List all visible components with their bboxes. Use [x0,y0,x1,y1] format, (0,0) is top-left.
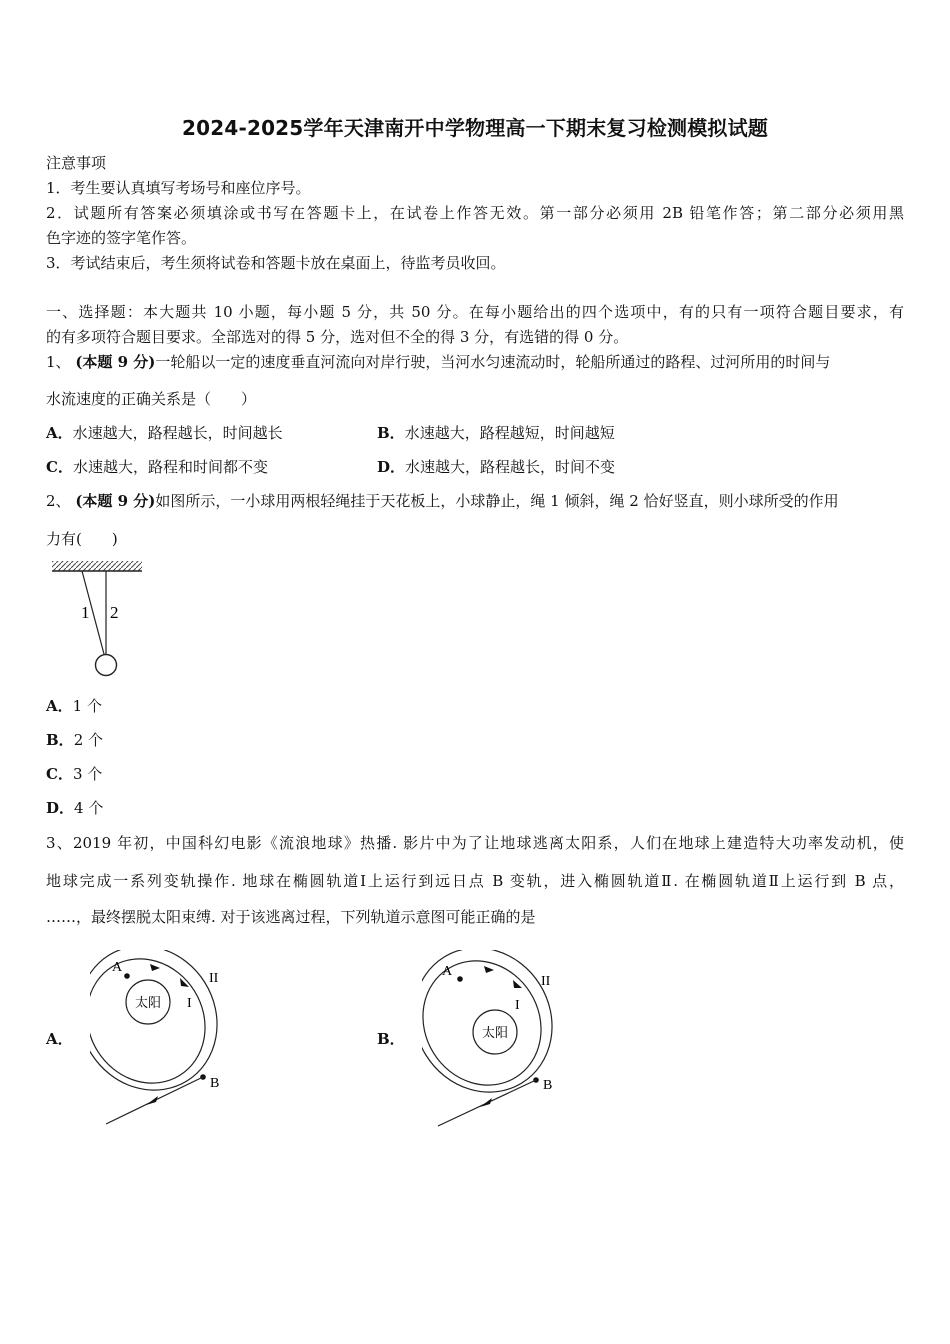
orbit-1 [90,950,228,1105]
ball [96,655,117,676]
sun-label: 太阳 [481,1025,509,1040]
point-a-label: A [112,960,123,975]
question-number: 2、 [46,492,71,510]
q2-option-d[interactable]: D．4 个 [46,799,104,817]
question-score: (本题 9 分) [75,492,156,510]
orbit-2-label: II [541,974,551,989]
question-2-stem-cont: 力有( ) [46,530,118,548]
question-2-stem [46,490,904,511]
arrow-icon [150,964,160,971]
point-b-label: B [543,1078,553,1093]
q1-option-c[interactable]: C．水速越大，路程和时间都不变 [46,458,268,476]
orbit-figure-b[interactable] [422,950,572,1130]
point-a [457,976,463,982]
q1-option-d[interactable]: D．水速越大，路程越长，时间不变 [377,458,616,476]
arrow-icon [513,980,522,988]
notice-heading: 注意事项 [46,154,107,172]
notice-item: 3．考试结束后，考生须将试卷和答题卡放在桌面上，待监考员收回。 [46,254,506,272]
point-a [124,973,130,979]
q2-option-a[interactable]: A．1 个 [46,697,102,715]
arrow-icon [146,1096,158,1105]
notice-item: 2．试题所有答案必须填涂或书写在答题卡上，在试卷上作答无效。第一部分必须用 2B 铅笔作答；第二部分必须用黑 [46,204,904,222]
question-text: 一轮船以一定的速度垂直河流向对岸行驶，当河水匀速流动时，轮船所通过的路程、过河所用的时间与 [155,353,831,371]
arrow-icon [484,966,494,973]
question-3-stem-cont: ……，最终摆脱太阳束缚. 对于该逃离过程，下列轨道示意图可能正确的是 [46,908,536,926]
q3-option-b-label[interactable]: B． [377,1030,405,1048]
question-score: (本题 9 分) [75,353,156,371]
question-3-stem: 3、2019 年初，中国科幻电影《流浪地球》热播. 影片中为了让地球逃离太阳系，人们在地球上建造特大功率发动机，使 [46,834,904,852]
rope-2-label: 2 [110,603,119,622]
rope-1-label: 1 [81,603,90,622]
sun-label: 太阳 [134,995,162,1010]
notice-item: 1．考生要认真填写考场号和座位序号。 [46,179,311,197]
orbit-1-label: I [515,998,520,1013]
q3-option-a-label[interactable]: A． [46,1030,73,1048]
point-b-label: B [210,1076,220,1091]
question-3-stem-cont: 地球完成一系列变轨操作. 地球在椭圆轨道Ⅰ上运行到远日点 B 变轨，进入椭圆轨道Ⅱ. 在椭圆轨道Ⅱ上运行到 B 点， [46,872,904,890]
orbit-2-label: II [209,971,219,986]
page-title: 2024-2025学年天津南开中学物理高一下期末复习检测模拟试题 [181,116,769,140]
section-instructions: 的有多项符合题目要求。全部选对的得 5 分，选对但不全的得 3 分，有选错的得 0 分。 [46,328,629,346]
q2-option-b[interactable]: B．2 个 [46,731,103,749]
orbit-figure-a[interactable] [90,950,240,1130]
ceiling [52,561,142,571]
hanging-ball-figure [46,558,156,680]
orbit-1-label: I [187,996,192,1011]
q1-option-a[interactable]: A．水速越大，路程越长，时间越长 [46,424,283,442]
question-number: 1、 [46,353,71,371]
section-instructions: 一、选择题：本大题共 10 小题，每小题 5 分，共 50 分。在每小题给出的四个选项中，有的只有一项符合题目要求，有 [46,303,904,321]
question-text: 如图所示，一小球用两根轻绳挂于天花板上，小球静止，绳 1 倾斜，绳 2 恰好竖直，则小球所受的作用 [155,492,839,510]
notice-item: 色字迹的签字笔作答。 [46,229,197,247]
question-1-stem [46,351,904,372]
q1-option-b[interactable]: B．水速越大，路程越短，时间越短 [377,424,615,442]
q2-option-c[interactable]: C．3 个 [46,765,103,783]
point-a-label: A [442,964,453,979]
question-1-stem-cont: 水流速度的正确关系是（ ） [46,390,257,408]
arrow-icon [480,1098,492,1107]
